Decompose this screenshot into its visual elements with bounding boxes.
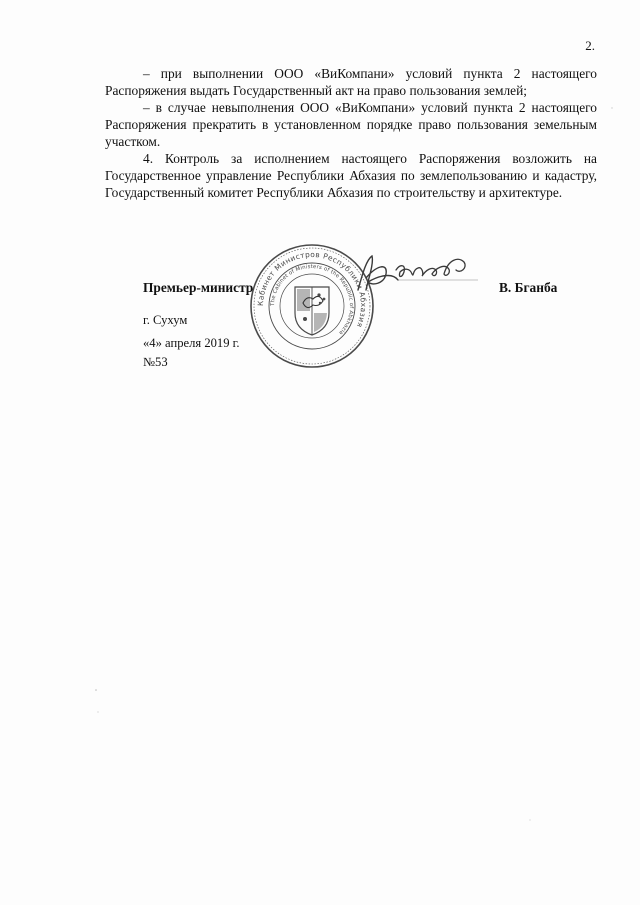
handwritten-signature-icon bbox=[352, 250, 480, 298]
issue-date: «4» апреля 2019 г. bbox=[143, 336, 240, 350]
signatory-role: Премьер-министр bbox=[143, 280, 254, 295]
document-number: №53 bbox=[143, 355, 168, 369]
paragraph-1: – при выполнении ООО «ВиКомпани» условий пункта 2 настоящего Распоряжения выдать Государственный акт на право пользования землей; bbox=[105, 66, 597, 98]
signatory-name: В. Бганба bbox=[499, 280, 558, 295]
seal-outer-text: Кабинет Министров Республики Абхазия bbox=[255, 249, 369, 329]
paragraph-2: – в случае невыполнения ООО «ВиКомпани» условий пункта 2 настоящего Распоряжения прекратить в установленном порядке право пользования земельным участком. bbox=[105, 100, 597, 149]
page-number: 2. bbox=[585, 38, 595, 53]
issue-city: г. Сухум bbox=[143, 313, 188, 327]
paragraph-3: 4. Контроль за исполнением настоящего Распоряжения возложить на Государственное управление Республики Абхазия по землепользованию и кадастру, Государственный комитет Республики Абхазия по строительству и архитектуре. bbox=[105, 151, 597, 200]
seal-inner-text: The Cabinet of Ministers of the Republic of Abkhazia bbox=[269, 263, 355, 336]
